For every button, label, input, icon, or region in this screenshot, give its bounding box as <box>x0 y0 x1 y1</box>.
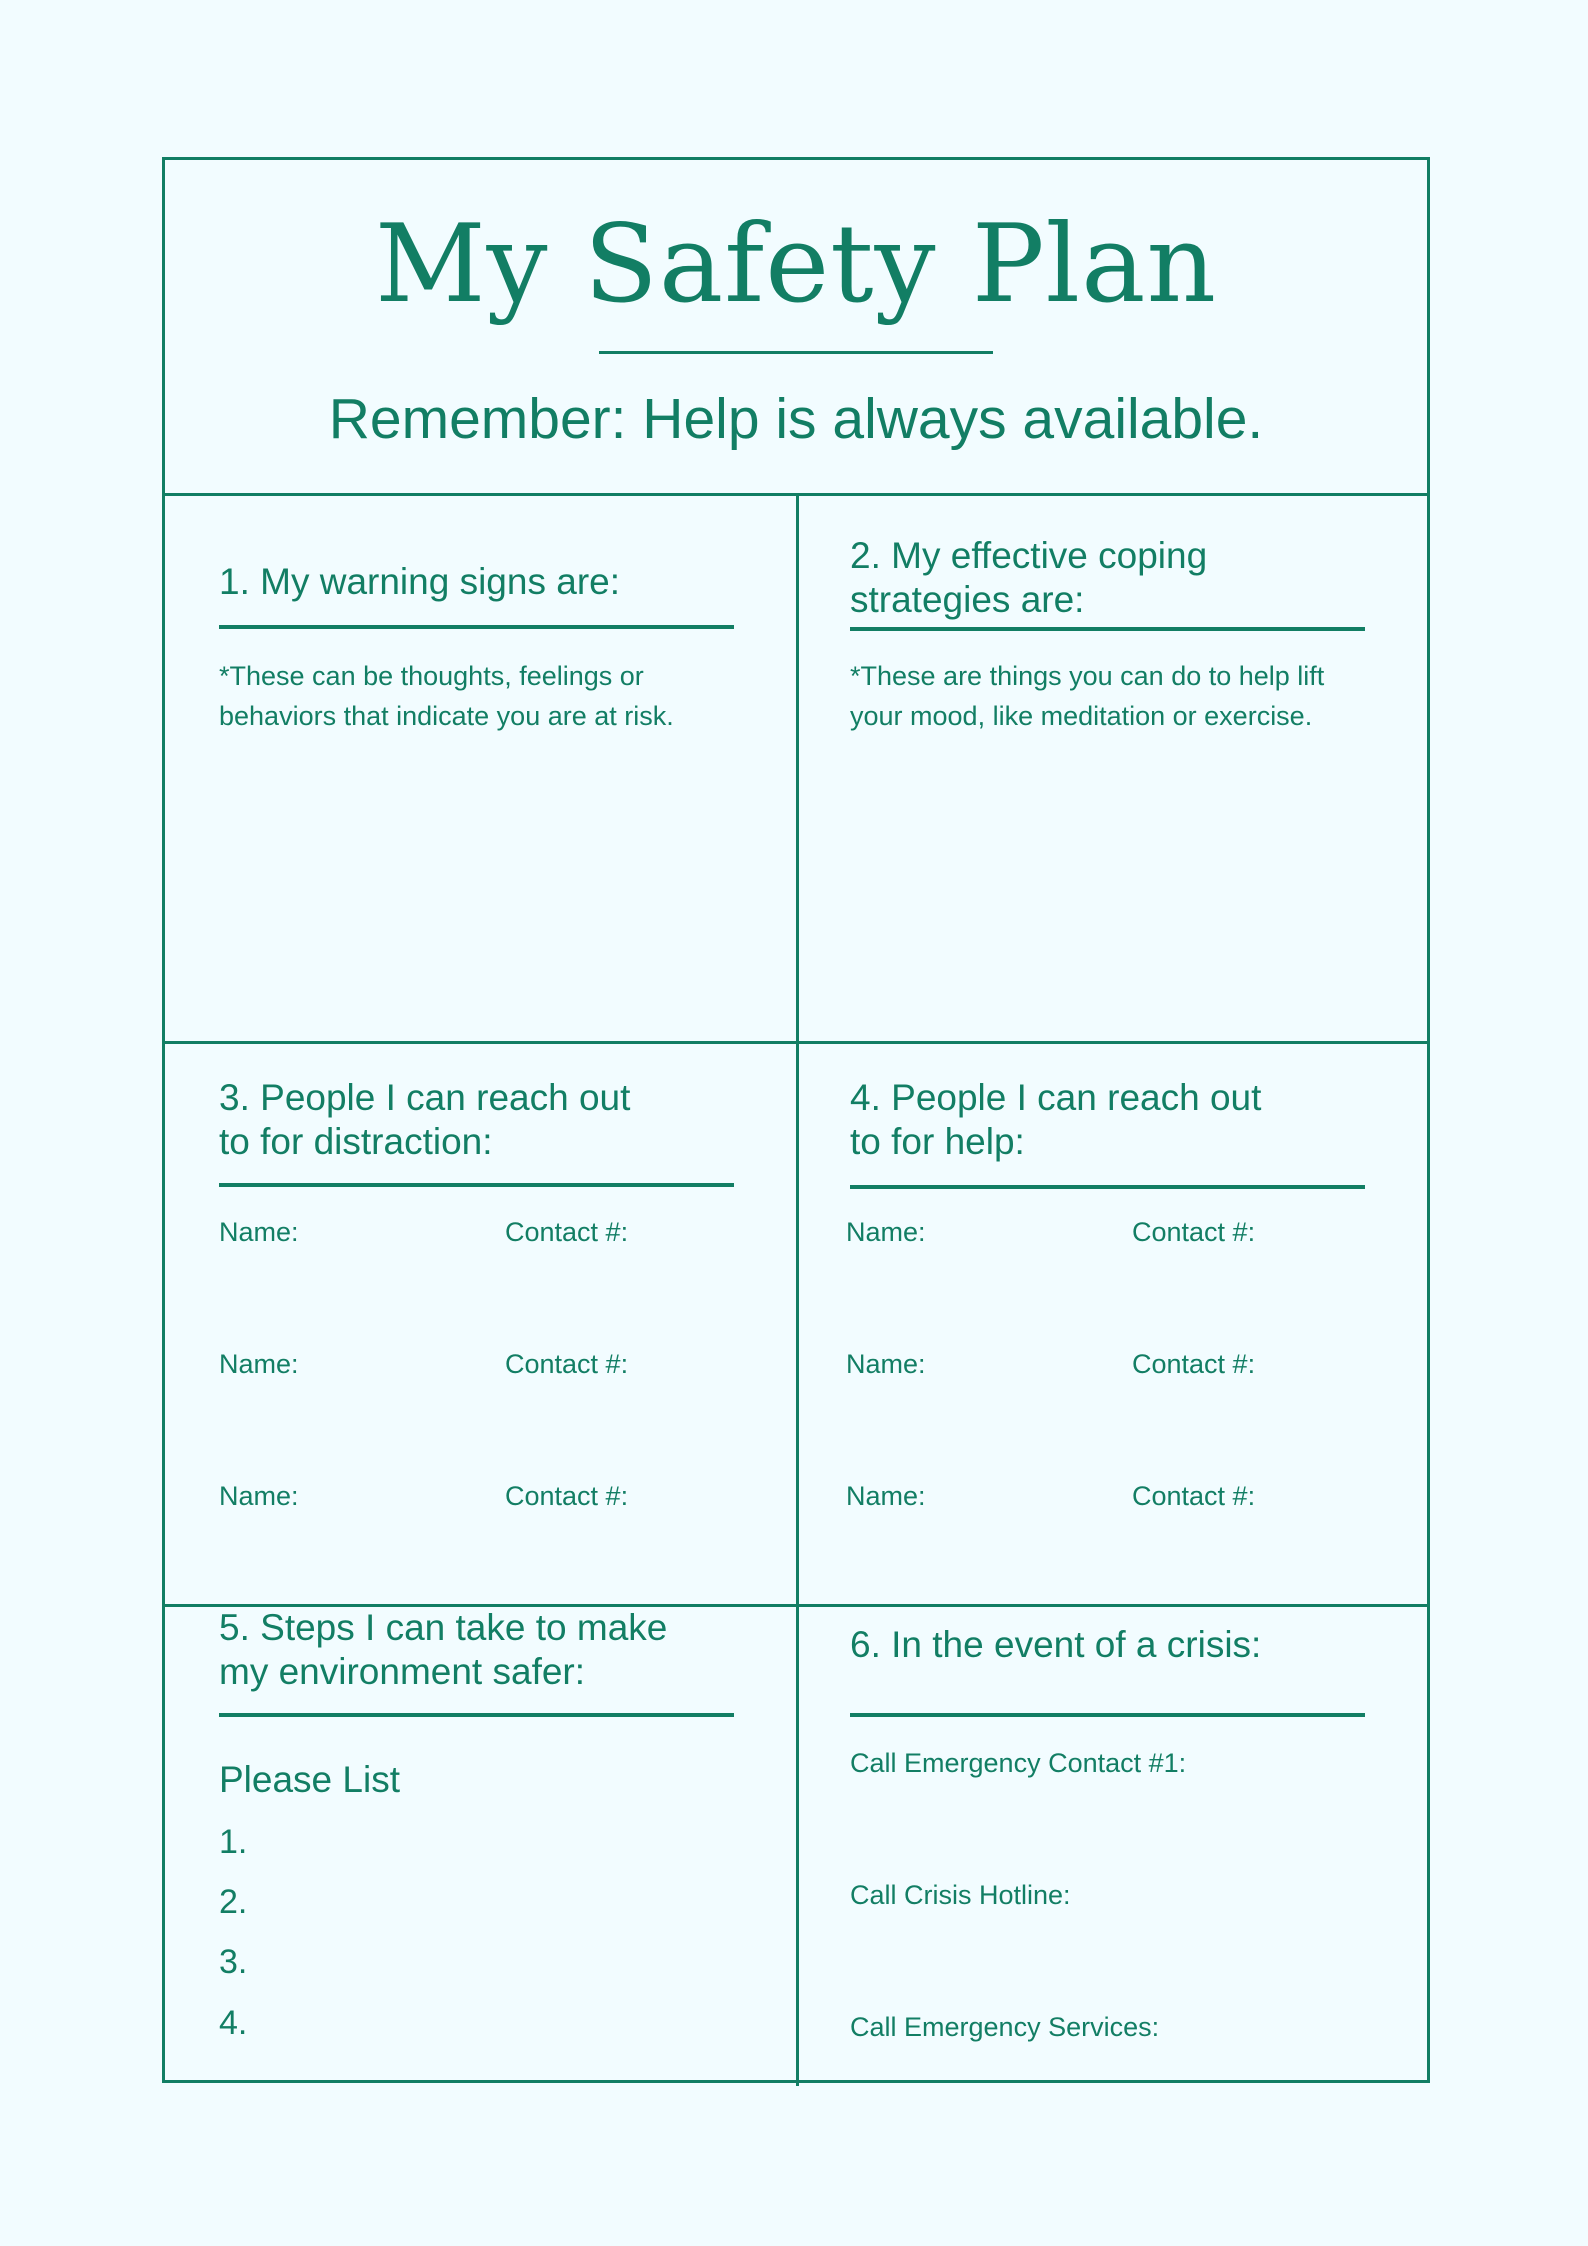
section-3-contact-label: Contact #: <box>505 1349 629 1379</box>
section-2-note: *These are things you can do to help lift your mood, like meditation or exercise. <box>850 661 1325 731</box>
section-1-heading: 1. My warning signs are: <box>219 561 621 602</box>
section-3-contact-label: Contact #: <box>505 1217 629 1247</box>
section-5-list-item: 4. <box>219 2004 248 2042</box>
section-5-heading-line1: 5. Steps I can take to make <box>219 1607 668 1648</box>
section-3-heading-line2: to for distraction: <box>219 1121 493 1162</box>
section-5-list-item: 3. <box>219 1943 248 1981</box>
section-4-name-label: Name: <box>846 1481 926 1511</box>
section-5-heading-line2: my environment safer: <box>219 1651 586 1692</box>
section-5-underline <box>219 1713 734 1717</box>
page-title: My Safety Plan <box>374 202 1218 327</box>
section-6-heading: 6. In the event of a crisis: <box>850 1624 1262 1665</box>
section-4-name-label: Name: <box>846 1349 926 1379</box>
safety-plan-frame <box>162 157 1430 2083</box>
section-4-underline <box>850 1185 1365 1189</box>
section-6-line-crisis-hotline: Call Crisis Hotline: <box>850 1880 1071 1910</box>
section-5-list-item: 2. <box>219 1883 248 1921</box>
section-3-underline <box>219 1183 734 1187</box>
section-4-heading-line2: to for help: <box>850 1121 1025 1162</box>
section-2-underline <box>850 627 1365 631</box>
section-3-name-label: Name: <box>219 1217 299 1247</box>
section-4-name-label: Name: <box>846 1217 926 1247</box>
section-2-heading-line2: strategies are: <box>850 579 1085 620</box>
section-3-name-label: Name: <box>219 1481 299 1511</box>
section-3-contact-label: Contact #: <box>505 1481 629 1511</box>
title-divider <box>599 351 993 354</box>
section-3-name-label: Name: <box>219 1349 299 1379</box>
page-subtitle: Remember: Help is always available. <box>328 387 1264 451</box>
section-4-contact-label: Contact #: <box>1132 1217 1256 1247</box>
section-5-list-title: Please List <box>219 1759 400 1800</box>
section-3-heading-line1: 3. People I can reach out <box>219 1077 631 1118</box>
section-2-heading-line1: 2. My effective coping <box>850 535 1208 576</box>
section-6-line-emergency-contact: Call Emergency Contact #1: <box>850 1748 1187 1778</box>
section-1-underline <box>219 625 734 629</box>
section-6-line-emergency-services: Call Emergency Services: <box>850 2012 1160 2042</box>
divider-vertical <box>796 493 799 2086</box>
section-4-contact-label: Contact #: <box>1132 1349 1256 1379</box>
section-5-list-item: 1. <box>219 1823 248 1861</box>
section-4-contact-label: Contact #: <box>1132 1481 1256 1511</box>
section-1-note: *These can be thoughts, feelings or behaviors that indicate you are at risk. <box>219 661 674 731</box>
section-4-heading-line1: 4. People I can reach out <box>850 1077 1262 1118</box>
section-6-underline <box>850 1713 1365 1717</box>
